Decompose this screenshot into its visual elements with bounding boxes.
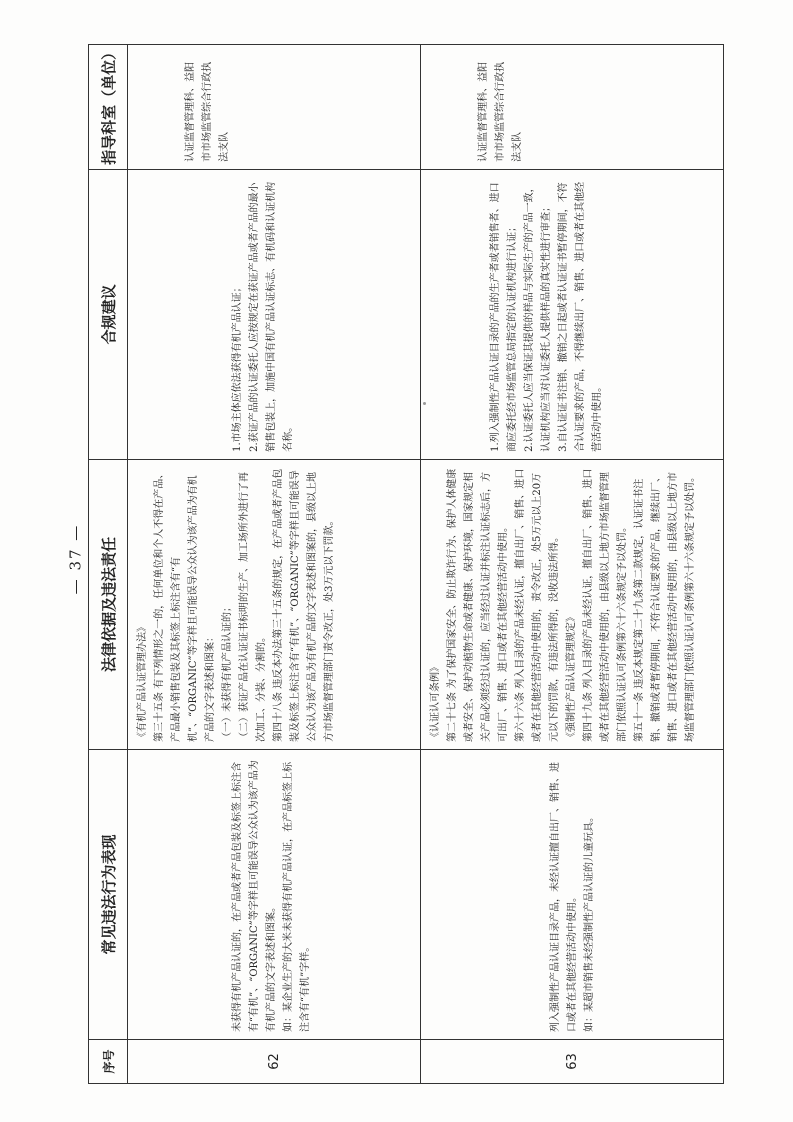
- act-text: 列入强制性产品认证目录产品，未经认证擅自出厂、销售、进口或者在其他经营活动中使用。 如：某超市销售未经强制性产品认证的儿童玩具。: [550, 762, 595, 1033]
- row-number-cell: [421, 1040, 724, 1084]
- law-cell: [421, 459, 724, 749]
- header-act: 常见违法行为表现: [89, 749, 128, 1039]
- advice-cell: [128, 169, 421, 459]
- law-text: 《认证认可条例》 第二十七条 为了保护国家安全、防止欺诈行为、保护人体健康或者安全、保护动植物生命或者健康、保护环境，国家规定相关产品必须经过认证的，应当经过认证并标注认证标志后，方可出厂、销售、进口或者在其他经营活动中使用。 第六十六条 列入目录的产品未经认证，擅自出厂、销售、进口或者在其他经营活动中使用的，责令改正，处5万元以上20万元以下的罚款，有违法所得的，没收违法所得。 《强制性产品认证管理规定》 第四十九条 列入目录的产品未经认证，擅自出厂、销售、进口或者在其他经营活动中使用的，由县级以上地方市场监督管理部门依照认证认可条例第六十六条规定予以处罚。 第五十一条 违反本规定第二十九条第二款规定，认证证书注销、撤销或者暂停期间，不符合认证要求的产品，继续出厂、销售、进口或者在其他经营活动中使用的，由县级以上地方市场监督管理部门依照认证认可条例第六十六条规定予以处罚。: [430, 468, 696, 742]
- row-number: 62: [266, 1053, 282, 1070]
- violation-table: [88, 44, 724, 1084]
- unit-text: 认证监督管理科、益阳市市场监管综合行政执法支队: [185, 61, 230, 162]
- unit-cell: [421, 45, 724, 170]
- rotated-table-wrapper: [88, 44, 793, 1074]
- row-number-cell: [128, 1040, 421, 1084]
- header-law: 法律依据及违法责任: [89, 459, 128, 749]
- unit-cell: [128, 45, 421, 170]
- header-unit: 指导科室（单位）: [89, 45, 128, 170]
- unit-text: 认证监督管理科、益阳市市场监管综合行政执法支队: [478, 61, 523, 162]
- header-advice: 合规建议: [89, 169, 128, 459]
- row-number: 63: [564, 1053, 580, 1070]
- act-text: 未获得有机产品认证的，在产品或者产品包装及标签上标注含有“有机”、“ORGANIC”等字样且可能误导公众认为该产品为有机产品的文字表述和图案。 如：某企业生产的大米未获得有机产品认证，在产品标签上标注含有“有机”字样。: [232, 760, 311, 1033]
- table-row: [128, 45, 421, 1084]
- advice-text: 1.市场主体应依法获得有机产品认证； 2.获证产品的认证委托人应按规定在获证产品或者产品的最小销售包装上，加施中国有机产品认证标志、有机码和认证机构名称。: [232, 181, 294, 452]
- page-number: — 37 —: [66, 523, 85, 595]
- table-row: [421, 45, 724, 1084]
- table-header-row: [89, 45, 128, 1084]
- rotated-table-inner: [88, 44, 714, 1084]
- header-no: 序号: [89, 1040, 128, 1084]
- advice-cell: [421, 169, 724, 459]
- act-cell: [128, 749, 421, 1039]
- law-text: 《有机产品认证管理办法》 第三十五条 有下列情形之一的，任何单位和个人不得在产品、产品最小销售包装及其标签上标注含有“有机”、“ORGANIC”等字样且可能误导公众认为该产品为有机产品的文字表述和图案： （一）未获得有机产品认证的； （二）获证产品在认证证书标明的生产、加工场所外进行了再次加工、分装、分割的。 第四十八条 违反本办法第三十五条的规定，在产品或者产品包装及标签上标注含有“有机”、“ORGANIC”等字样且可能误导公众认为该产品为有机产品的文字表述和图案的，县级以上地方市场监督管理部门责令改正，处3万元以下罚款。: [137, 468, 335, 742]
- advice-text: 1.列入强制性产品认证目录的产品的生产者或者销售者、进口商应委托经市场监管总局指定的认证机构进行认证； 2.认证委托人应当保证其提供的样品与实际生产的产品一致，认证机构应当对认证委托人提供样品的真实性进行审查； 3.自认证证书注销、撤销之日起或者认证证书暂停期间，不符合认证要求的产品，不得继续出厂、销售、进口或者在其他经营活动中使用。: [490, 181, 603, 452]
- act-cell: [421, 749, 724, 1039]
- law-cell: [128, 459, 421, 749]
